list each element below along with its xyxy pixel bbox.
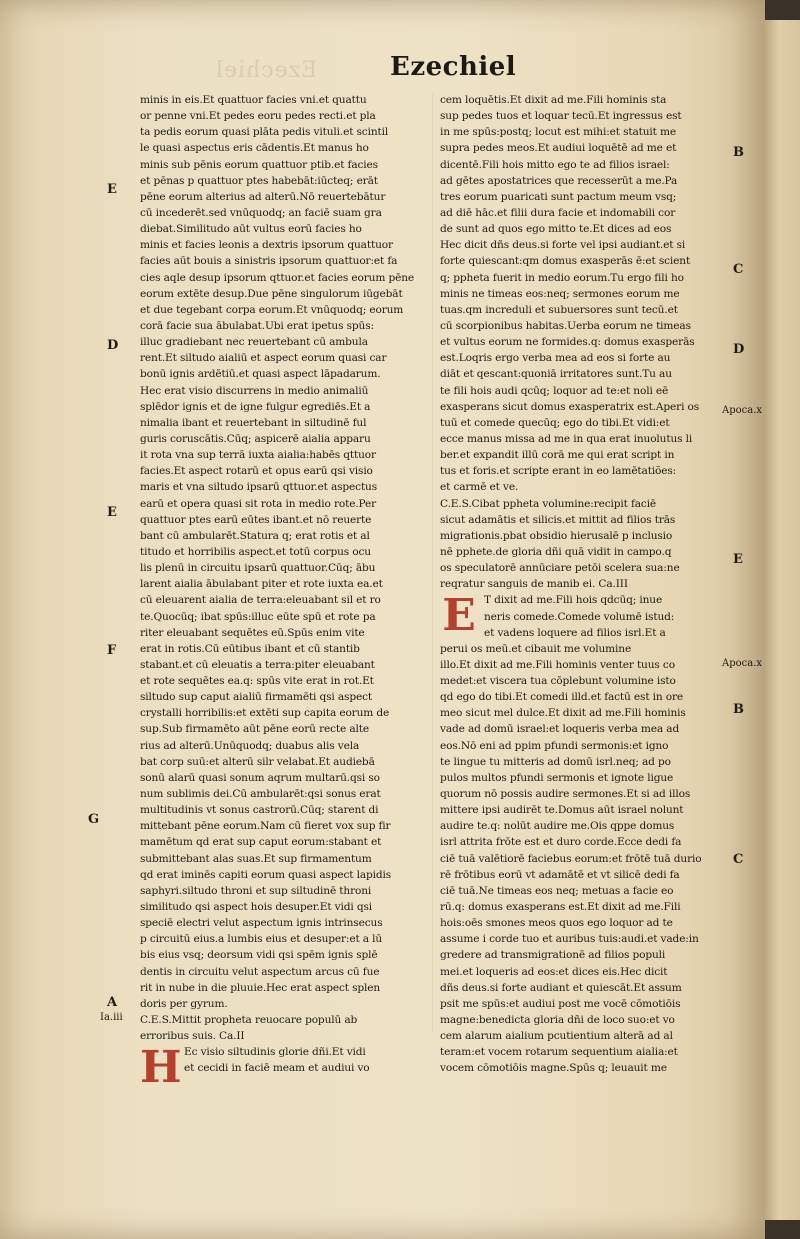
text-line: sup.Sub firmamēto aūt pēne eorū recte alte xyxy=(140,723,369,736)
text-line: earū et opera quasi sit rota in medio rote.Per xyxy=(140,497,377,510)
margin-letter: B xyxy=(733,145,744,160)
text-line: Ec visio siltudinis glorie dñi.Et vidi xyxy=(184,1046,366,1059)
text-line: C.E.S.Mittit propheta reuocare populū ab xyxy=(140,1014,358,1027)
text-line: minis in eis.Et quattuor facies vni.et quattu xyxy=(140,94,367,106)
text-line: supra pedes meos.Et audiui loquētē ad me et xyxy=(440,142,677,155)
text-line: te.Quocūq; ibat spūs:illuc eūte spū et rote pa xyxy=(140,610,376,623)
text-line: et vultus eorum ne formides.q: domus exasperās xyxy=(440,336,695,349)
text-line: et cecidi in faciē meam et audiui vo xyxy=(184,1062,370,1075)
margin-letter: C xyxy=(733,852,744,867)
column-gutter xyxy=(432,92,433,1032)
text-line: Hec dicit dñs deus.si forte vel ipsi audiant.et si xyxy=(440,239,686,252)
running-head: Ezechiel xyxy=(390,52,517,82)
margin-letter: B xyxy=(733,702,744,717)
text-line: diāt et qescant:quoniā irritatores sunt.Tu au xyxy=(440,368,672,381)
text-line: forte quiescant:qm domus exasperās ē:et scient xyxy=(440,255,691,268)
text-line: siltudo sup caput aialiū firmamēti qsi aspect xyxy=(140,691,372,704)
text-line: tuas.qm increduli et subuersores sunt tecū.et xyxy=(440,303,678,316)
margin-letter: D xyxy=(733,342,745,357)
margin-reference: Ia.iii xyxy=(100,1012,123,1023)
text-line: tus et foris.et scripte erant in eo lamētatiões: xyxy=(440,465,677,478)
text-line: audire te.q: nolūt audire me.Ois qppe domus xyxy=(440,820,675,833)
text-line: lis plenū in circuitu ipsarū quattuor.Cūq; ābu xyxy=(140,562,376,575)
text-line: ber.et expandit illū corā me qui erat script in xyxy=(440,449,675,462)
text-line: pulos multos pfundi sermonis et ignote ligue xyxy=(440,771,674,784)
text-line: sup pedes tuos et loquar tecū.Et ingressus est xyxy=(440,110,682,123)
margin-letter: E xyxy=(733,552,743,567)
text-line: mittere ipsi audirēt te.Domus aūt israel nolunt xyxy=(440,804,684,817)
text-line: rū.q: domus exasperans est.Et dixit ad me.Fili xyxy=(440,901,681,914)
text-line: et due tegebant corpa eorum.Et vnūquodq; eorum xyxy=(140,303,404,316)
text-line: in me spūs:postq; locut est mihi:et statuit me xyxy=(440,126,676,139)
text-line: splēdor ignis et de igne fulgur egrediēs.Et a xyxy=(140,400,371,413)
illuminated-initial: H xyxy=(140,1042,182,1094)
text-line: isrl attrita frōte est et duro corde.Ecce dedi fa xyxy=(440,836,682,849)
text-line: cies aqle desup ipsorum qttuor.et facies eorum pēne xyxy=(140,271,414,284)
margin-letter: E xyxy=(107,182,117,197)
text-line: rē frōtibus eorū vt adamātē et vt silicē dedi fa xyxy=(440,868,680,881)
text-line: et vadens loquere ad filios isrl.Et a xyxy=(484,626,666,639)
text-line: psit me spūs:et audiui post me vocē cōmotiōis xyxy=(440,997,681,1010)
text-line: dentis in circuitu velut aspectum arcus cū fue xyxy=(140,965,380,978)
facing-page-edge xyxy=(765,20,800,1220)
text-line: est.Loqris ergo verba mea ad eos si forte au xyxy=(440,352,671,365)
text-line: titudo et horribilis aspect.et totū corpus ocu xyxy=(140,545,371,558)
text-line: migrationis.pbat obsidio hierusalē p inclusio xyxy=(440,529,673,542)
text-line: or penne vni.Et pedes eoru pedes recti.et pla xyxy=(140,110,376,123)
text-line: tuū et comede quecūq; ego do tibi.Et vidi:et xyxy=(440,416,670,429)
text-line: submittebant alas suas.Et sup firmamentum xyxy=(140,852,372,865)
text-line: doris per gyrum. xyxy=(140,997,228,1010)
text-line: eorum extēte desup.Due pēne singulorum iūgebāt xyxy=(140,287,403,300)
text-line: nimalia ibant et reuertebant in siltudinē ful xyxy=(140,416,367,429)
text-line: os speculatorē annūciare petōi scelera sua:ne xyxy=(440,562,680,575)
text-line: cū incederēt.sed vnūquodq; an faciē suam gra xyxy=(140,206,382,219)
text-line: rius ad alterū.Unūquodq; duabus alis vela xyxy=(140,739,360,752)
text-line: crystalli horribilis:et extēti sup capita eorum de xyxy=(140,707,390,720)
left-column xyxy=(140,92,425,1092)
margin-letter: A xyxy=(107,995,118,1010)
text-line: corā facie sua ābulabat.Ubi erat ipetus spūs: xyxy=(140,319,374,332)
text-line: T dixit ad me.Fili hois qdcūq; inue xyxy=(484,594,663,607)
text-line: facies.Et aspect rotarū et opus earū qsi visio xyxy=(140,465,373,478)
margin-letter: G xyxy=(88,812,100,827)
text-line: diebat.Similitudo aūt vultus eorū facies ho xyxy=(140,223,362,236)
text-line: bat corp suū:et alterū silr velabat.Et audiebā xyxy=(140,755,375,768)
text-line: bant cū ambularēt.Statura q; erat rotis et al xyxy=(140,529,370,542)
text-line: te lingue tu mitteris ad domū isrl.neq; ad po xyxy=(440,755,671,768)
text-line: larent aialia ābulabant piter et rote iuxta ea.et xyxy=(140,578,383,591)
text-line: illuc gradiebant nec reuertebant cū ambula xyxy=(140,336,368,349)
text-line: num sublimis dei.Cū ambularēt:qsi sonus erat xyxy=(140,788,381,801)
text-line: ad diē hāc.et filii dura facie et indomabili cor xyxy=(440,206,676,219)
text-line: facies aūt bouis a sinistris ipsorum quattuor:et fa xyxy=(140,255,398,268)
text-line: bis eius vsq; deorsum vidi qsi spēm ignis splē xyxy=(140,949,378,962)
text-line: mittebant pēne eorum.Nam cū fieret vox sup fir xyxy=(140,820,391,833)
text-line: reqratur sanguis de manib ei. Ca.III xyxy=(440,578,628,591)
text-line: pēne eorum alterius ad alterū.Nō reuertebātur xyxy=(140,190,386,203)
text-line: riter eleuabant sequētes eū.Spūs enim vite xyxy=(140,626,365,639)
text-line: q; ppheta fuerit in medio eorum.Tu ergo fili ho xyxy=(440,271,684,284)
text-line: it rota vna sup terrā iuxta aialia:habēs qttuor xyxy=(140,449,376,462)
text-line: quorum nō possis audire sermones.Et si ad illos xyxy=(440,788,691,801)
margin-letter: C xyxy=(733,262,744,277)
text-line: gredere ad transmigrationē ad filios populi xyxy=(440,949,666,962)
text-line: cem loquētis.Et dixit ad me.Fili hominis sta xyxy=(440,94,667,106)
margin-reference: Apoca.x xyxy=(722,658,763,669)
illuminated-initial: E xyxy=(442,590,476,642)
text-line: rent.Et siltudo aialiū et aspect eorum quasi car xyxy=(140,352,387,365)
text-line: cem alarum aialium pcutientium alterā ad al xyxy=(440,1030,673,1043)
text-line: te fili hois audi qcūq; loquor ad te:et noli eē xyxy=(440,384,669,397)
right-column xyxy=(440,92,722,1077)
margin-letter: F xyxy=(107,643,117,658)
text-line: Hec erat visio discurrens in medio animaliū xyxy=(140,384,369,397)
text-line: ta pedis eorum quasi plāta pedis vituli.et scintil xyxy=(140,126,389,139)
text-line: qd erat iminēs capiti eorum quasi aspect lapidis xyxy=(140,868,392,881)
text-line: perui os meū.et cibauit me volumine xyxy=(440,642,632,655)
text-line: guris coruscātis.Cūq; aspicerē aialia apparu xyxy=(140,432,371,445)
text-line: maris et vna siltudo ipsarū qttuor.et aspectus xyxy=(140,481,378,494)
text-line: quattuor ptes earū eūtes ibant.et nō reuerte xyxy=(140,513,372,526)
text-line: vocem cōmotiōis magne.Spūs q; leuauit me xyxy=(440,1062,667,1075)
text-line: neris comede.Comede volumē istud: xyxy=(484,610,675,623)
text-line: minis sub pēnis eorum quattuor ptib.et facies xyxy=(140,158,378,171)
text-line: et carmē et ve. xyxy=(440,481,519,494)
text-line: dicentē.Fili hois mitto ego te ad filios israel: xyxy=(440,158,670,171)
text-line: multitudinis vt sonus castrorū.Cūq; starent di xyxy=(140,804,379,817)
text-line: bonū ignis ardētiū.et quasi aspect lāpadarum. xyxy=(140,368,381,381)
text-line: eos.Nō eni ad ppim pfundi sermonis:et igno xyxy=(440,739,669,752)
text-line: meo sicut mel dulce.Et dixit ad me.Fili hominis xyxy=(440,707,686,720)
text-line: minis ne timeas eos:neq; sermones eorum me xyxy=(440,287,680,300)
margin-letter: D xyxy=(107,338,119,353)
text-line: sicut adamātis et silicis.et mittit ad filios trās xyxy=(440,513,676,526)
text-line: saphyri.siltudo throni et sup siltudinē throni xyxy=(140,884,372,897)
margin-reference: Apoca.x xyxy=(722,405,763,416)
text-line: exasperans sicut domus exasperatrix est.Aperi os xyxy=(440,400,700,413)
text-line: assume i corde tuo et auribus tuis:audi.et vade:in xyxy=(440,933,699,946)
text-line: rit in nube in die pluuie.Hec erat aspect splen xyxy=(140,981,381,994)
text-line: teram:et vocem rotarum sequentium aialia:et xyxy=(440,1046,678,1059)
text-line: p circuitū eius.a lumbis eius et desuper:et a lū xyxy=(140,933,383,946)
text-line: le quasi aspectus eris cādentis.Et manus ho xyxy=(140,142,369,155)
text-line: C.E.S.Cibat ppheta volumine:recipit faciē xyxy=(440,497,657,510)
text-line: hois:oēs smones meos quos ego loquor ad te xyxy=(440,917,673,930)
text-line: erroribus suis. Ca.II xyxy=(140,1030,245,1043)
margin-letter: E xyxy=(107,505,117,520)
text-line: ciē tuā valētiorē faciebus eorum:et frōtē tuā durio xyxy=(440,852,702,865)
text-line: speciē electri velut aspectum ignis intrinsecus xyxy=(140,917,383,930)
text-line: ciē tuā.Ne timeas eos neq; metuas a facie eo xyxy=(440,884,674,897)
text-line: et rote sequētes ea.q: spūs vite erat in rot.Et xyxy=(140,675,374,688)
text-line: similitudo qsi aspect hois desuper.Et vidi qsi xyxy=(140,901,372,914)
text-line: dñs deus.si forte audiant et quiescāt.Et assum xyxy=(440,981,682,994)
text-line: magne:benedicta gloria dñi de loco suo:et vo xyxy=(440,1014,675,1027)
text-line: minis et facies leonis a dextris ipsorum quattuor xyxy=(140,239,393,252)
text-line: ad gētes apostatrices que recesserūt a me.Pa xyxy=(440,174,678,187)
text-line: illo.Et dixit ad me.Fili hominis venter tuus co xyxy=(440,658,675,671)
text-line: stabant.et cū eleuatis a terra:piter eleuabant xyxy=(140,658,375,671)
text-line: cū eleuarent aialia de terra:eleuabant sil et ro xyxy=(140,594,381,607)
text-line: qd ego do tibi.Et comedi illd.et factū est in ore xyxy=(440,691,684,704)
text-line: mei.et loqueris ad eos:et dices eis.Hec dicit xyxy=(440,965,668,978)
text-line: erat in rotis.Cū eūtibus ibant et cū stantib xyxy=(140,642,360,655)
text-line: nē pphete.de gloria dñi quā vidit in campo.q xyxy=(440,545,672,558)
text-line: cū scorpionibus habitas.Uerba eorum ne timeas xyxy=(440,319,691,332)
text-line: de sunt ad quos ego mitto te.Et dices ad eos xyxy=(440,223,672,236)
text-line: tres eorum puaricati sunt pactum meum vsq; xyxy=(440,190,677,203)
bleed-through-heading: Ezechiel xyxy=(215,58,318,83)
text-line: medet:et viscera tua cōplebunt volumine isto xyxy=(440,675,676,688)
text-line: vade ad domū israel:et loqueris verba mea ad xyxy=(440,723,680,736)
text-line: et pēnas p quattuor ptes habebāt:iūcteq; erāt xyxy=(140,174,378,187)
text-line: mamētum qd erat sup caput eorum:stabant et xyxy=(140,836,382,849)
text-line: ecce manus missa ad me in qua erat inuolutus li xyxy=(440,432,693,445)
text-line: sonū alarū quasi sonum aqrum multarū.qsi so xyxy=(140,771,380,784)
